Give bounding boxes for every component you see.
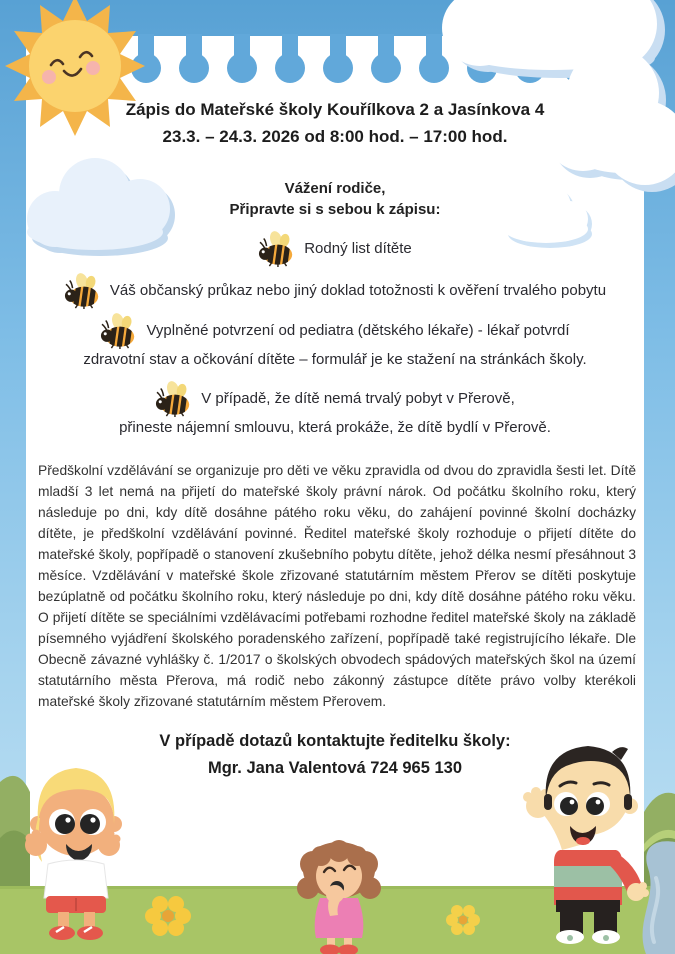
greeting-line-2: Připravte si s sebou k zápisu: xyxy=(229,201,441,218)
bee-icon xyxy=(64,271,102,309)
checklist xyxy=(26,230,644,440)
checklist-item-rental-contract xyxy=(26,380,644,440)
checklist-item-label: Váš občanský průkaz nebo jiný doklad totožnosti k ověření trvalého pobytu xyxy=(109,281,607,299)
greeting-line-1: Vážení rodiče, xyxy=(284,180,386,197)
checklist-item-label: Vyplněné potvrzení od pediatra (dětského lékaře) - lékař potvrdí xyxy=(146,321,570,339)
bee-icon xyxy=(155,379,193,417)
checklist-item-doctor-confirmation xyxy=(26,312,644,372)
title-line-1: Zápis do Mateřské školy Kouřílkova 2 a Jasínkova 4 xyxy=(125,100,545,119)
greeting xyxy=(26,178,644,220)
contact-block xyxy=(26,728,644,782)
checklist-item-label-cont: zdravotní stav a očkování dítěte – formulář je ke stažení na stránkách školy. xyxy=(83,351,587,368)
checklist-item-label-cont: přineste nájemní smlouvu, která prokáže, že dítě bydlí v Přerově. xyxy=(119,419,551,436)
poster-content xyxy=(26,36,644,782)
checklist-item-birth-certificate xyxy=(26,230,644,266)
contact-line-1: V případě dotazů kontaktujte ředitelku školy: xyxy=(159,732,511,750)
info-paragraph: Předškolní vzdělávání se organizuje pro děti ve věku zpravidla od dvou do zpravidla šesti let. Dítě mladší 3 let nemá na přijetí do mateřské školy právní nárok. Od počátku školního roku, který následuje po dni, kdy dítě dosáhne pátého roku věku, do zahájení povinné školní docházky dítěte, je předškolní vzdělávání povinné. Ředitel mateřské školy rozhoduje o přijetí dítěte do mateřské školy, popřípadě o stanovení zkušebního pobytu dítěte, jehož délka nesmí přesáhnout 3 měsíce. Vzdělávání v mateřské škole zřizované statutárním městem Přerov se dítěti poskytuje bezúplatně od počátku školního roku, který následuje po dni, kdy dítě dosáhne pátého roku věku. O přijetí dítěte se speciálními vzdělávacími potřebami rozhodne ředitel mateřské školy na základě písemného vyjádření školského poradenského zařízení, popřípadě také registrujícího lékaře. Dle Obecně závazné vyhlášky č. 1/2017 o školských obvodech spádových mateřských škol na území statutárního města Přerova, má rodič nebo zákonný zástupce dítěte právo volby kterékoli mateřské školy zřizované statutárním městem Přerovem. xyxy=(38,463,636,709)
contact-line-2: Mgr. Jana Valentová 724 965 130 xyxy=(207,759,463,777)
checklist-item-label: V případě, že dítě nemá trvalý pobyt v Přerově, xyxy=(201,389,515,407)
bee-icon xyxy=(258,229,296,267)
poster-title xyxy=(26,96,644,150)
checklist-item-label: Rodný list dítěte xyxy=(304,239,412,257)
checklist-item-id-card xyxy=(26,272,644,308)
bee-icon xyxy=(100,311,138,349)
title-line-2: 23.3. – 24.3. 2026 od 8:00 hod. – 17:00 hod. xyxy=(162,127,508,146)
